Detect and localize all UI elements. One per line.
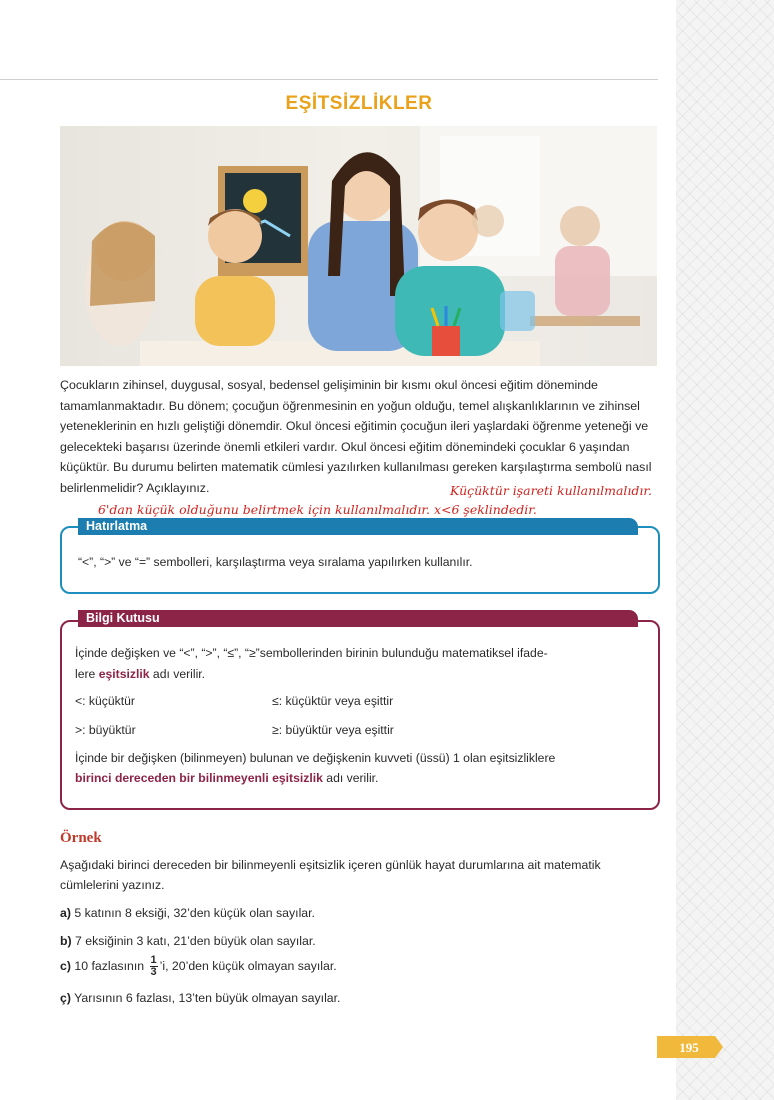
reminder-text: “<”, “>” ve “=” sembolleri, karşılaştırma veya sıralama yapılırken kullanılır.	[78, 555, 473, 569]
item-text: Yarısının 6 fazlası, 13’ten büyük olmayan sayılar.	[70, 991, 341, 1005]
fraction-denominator: 3	[150, 966, 157, 978]
item-text: 5 katının 8 eksiği, 32’den küçük olan sayılar.	[70, 906, 315, 920]
item-label: b)	[60, 934, 72, 948]
example-item-c-cedilla	[60, 991, 340, 1005]
example-intro: Aşağıdaki birinci dereceden bir bilinmeyenli eşitsizlik içeren günlük hayat durumlarına ait matematik cümlelerini yazınız.	[60, 858, 601, 892]
fraction-numerator: 1	[150, 954, 157, 966]
example-item-a	[60, 906, 315, 920]
symbol-greater-equal: ≥: büyüktür veya eşittir	[272, 723, 394, 737]
info-line-2-text: lere	[75, 667, 99, 681]
page-title: EŞİTSİZLİKLER	[285, 93, 433, 114]
item-label: c)	[60, 958, 71, 973]
handwritten-answer-line2: 6'dan küçük olduğunu belirtmek için kullanılmalıdır. x<6 şeklindedir.	[98, 502, 537, 517]
info-line-2-end: adı verilir.	[149, 667, 206, 681]
item-text: 7 eksiğinin 3 katı, 21’den büyük olan sayılar.	[71, 934, 316, 948]
handwritten-answer-line1: Küçüktür işareti kullanılmalıdır.	[450, 483, 652, 498]
info-line-5: İçinde bir değişken (bilinmeyen) bulunan ve değişkenin kuvveti (üssü) 1 olan eşitsizliklere	[75, 751, 556, 765]
term-esitsizlik: eşitsizlik	[98, 667, 150, 681]
info-line-2	[75, 667, 205, 681]
info-line-1: İçinde değişken ve “<”, “>”, “≤”, “≥”sembollerinden birinin bulunduğu matematiksel ifade-	[75, 646, 548, 660]
symbol-less-than: <: küçüktür	[75, 694, 135, 708]
intro-paragraph: Çocukların zihinsel, duygusal, sosyal, bedensel gelişiminin bir kısmı okul öncesi eğitim döneminde tamamlanmaktadır. Bu dönem; çocuğun öğrenmesinin en yoğun olduğu, temel alışkanlıklarının ve zihinsel yeteneklerinin en hızlı geliştiği dönemdir. Okul öncesi eğitimin çocuğun ileri yaşlardaki öğrenme yeteneği ve gelecekteki başarısı üzerinde önemli etkileri vardır. Okul öncesi eğitim dönemindeki çocuklar 6 yaşından küçüktür. Bu durumu belirten matematik cümlesi yazılırken kullanılması gereken karşılaştırma sembolü nasıl belirlenmelidir? Açıklayınız.	[60, 378, 652, 495]
example-item-b	[60, 934, 316, 948]
symbol-greater-than: >: büyüktür	[75, 723, 136, 737]
item-text-before: 10 fazlasının	[70, 958, 148, 973]
info-line-6	[75, 771, 378, 785]
example-item-c	[60, 955, 337, 978]
item-text-after: ’i, 20’den küçük olmayan sayılar.	[159, 958, 337, 973]
header-rule	[0, 79, 658, 80]
page-number-tab	[657, 1036, 723, 1058]
item-label: ç)	[60, 991, 71, 1005]
decorative-side-pattern	[676, 0, 774, 1100]
page-number: 195	[679, 1040, 699, 1055]
symbol-less-equal: ≤: küçüktür veya eşittir	[272, 694, 394, 708]
info-line-6-end: adı verilir.	[322, 771, 379, 785]
term-first-degree-inequality: birinci dereceden bir bilinmeyenli eşitsizlik	[75, 771, 323, 785]
classroom-photo	[60, 126, 657, 366]
reminder-tab: Hatırlatma	[78, 518, 638, 535]
item-label: a)	[60, 906, 71, 920]
example-title: Örnek	[60, 830, 102, 846]
info-box-tab: Bilgi Kutusu	[78, 610, 638, 627]
fraction-one-third	[150, 955, 158, 978]
